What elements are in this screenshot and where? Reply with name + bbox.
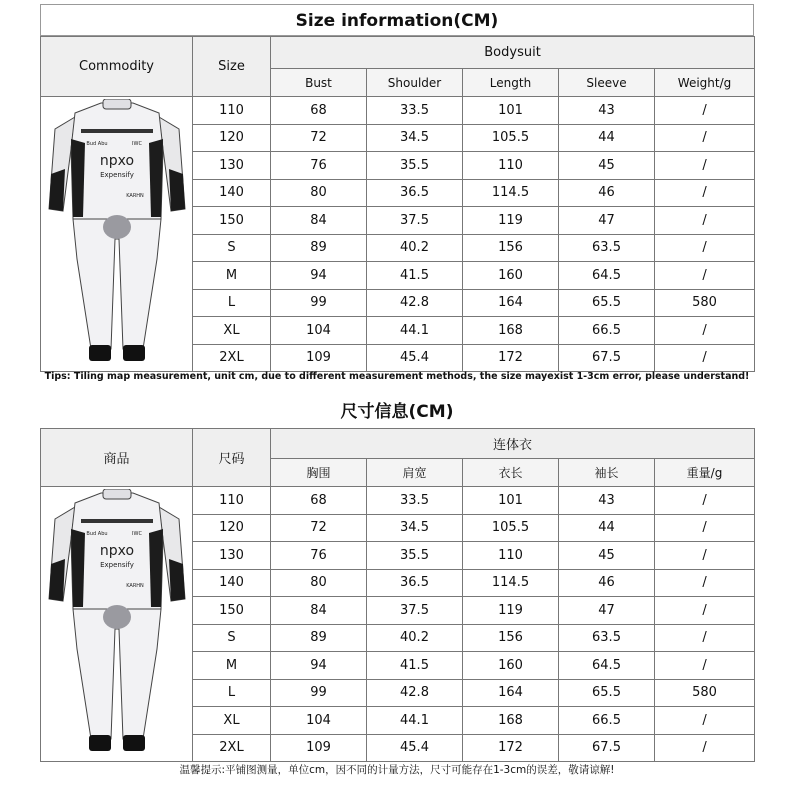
shoulder-header: Shoulder <box>367 69 463 97</box>
weight-cell: / <box>655 707 755 735</box>
shoulder-cell: 36.5 <box>367 569 463 597</box>
product-image-cell <box>41 97 193 372</box>
bust-cell: 72 <box>271 514 367 542</box>
length-cell: 164 <box>463 289 559 317</box>
shoulder-cell: 34.5 <box>367 514 463 542</box>
weight-cell: 580 <box>655 289 755 317</box>
length-cell: 168 <box>463 317 559 345</box>
size-table <box>40 428 755 762</box>
sleeve-cell: 45 <box>559 542 655 570</box>
length-cell: 114.5 <box>463 179 559 207</box>
bust-header: Bust <box>271 69 367 97</box>
table-title: Size information(CM) <box>40 4 754 36</box>
suit-hip-logo: KARHN <box>126 583 144 589</box>
shoulder-cell: 40.2 <box>367 234 463 262</box>
suit-logo: npxo <box>99 153 135 169</box>
size-cell: 140 <box>193 179 271 207</box>
shoulder-cell: 35.5 <box>367 152 463 180</box>
size-cell: 2XL <box>193 734 271 762</box>
sleeve-cell: 65.5 <box>559 679 655 707</box>
sleeve-cell: 63.5 <box>559 234 655 262</box>
size-cell: S <box>193 624 271 652</box>
length-header: 衣长 <box>463 459 559 487</box>
length-cell: 119 <box>463 597 559 625</box>
size-info-chinese <box>40 396 754 800</box>
weight-cell: / <box>655 542 755 570</box>
sleeve-cell: 67.5 <box>559 344 655 372</box>
length-cell: 156 <box>463 234 559 262</box>
length-cell: 114.5 <box>463 569 559 597</box>
weight-cell: / <box>655 734 755 762</box>
shoulder-cell: 41.5 <box>367 262 463 290</box>
bust-cell: 84 <box>271 207 367 235</box>
sleeve-cell: 47 <box>559 207 655 235</box>
weight-cell: / <box>655 597 755 625</box>
length-cell: 172 <box>463 734 559 762</box>
size-info-english <box>40 4 754 396</box>
shoulder-cell: 37.5 <box>367 597 463 625</box>
length-header: Length <box>463 69 559 97</box>
weight-cell: / <box>655 234 755 262</box>
bust-cell: 109 <box>271 344 367 372</box>
suit-right-chest: IWC <box>132 531 142 537</box>
size-cell: 120 <box>193 124 271 152</box>
bust-cell: 104 <box>271 317 367 345</box>
shoulder-cell: 45.4 <box>367 734 463 762</box>
tips-text: 温馨提示:平铺图测量，单位cm，因不同的计量方法，尺寸可能存在1-3cm的误差，敬请谅解! <box>179 764 615 776</box>
bodysuit-header: Bodysuit <box>271 37 755 69</box>
size-header: 尺码 <box>193 429 271 487</box>
length-cell: 168 <box>463 707 559 735</box>
weight-cell: / <box>655 317 755 345</box>
weight-header: 重量/g <box>655 459 755 487</box>
size-cell: 130 <box>193 152 271 180</box>
sleeve-cell: 47 <box>559 597 655 625</box>
bust-cell: 89 <box>271 624 367 652</box>
shoulder-cell: 44.1 <box>367 317 463 345</box>
shoulder-cell: 35.5 <box>367 542 463 570</box>
length-cell: 160 <box>463 652 559 680</box>
table-row <box>41 487 755 515</box>
size-cell: 150 <box>193 207 271 235</box>
sleeve-cell: 65.5 <box>559 289 655 317</box>
size-table <box>40 36 755 372</box>
weight-cell: / <box>655 207 755 235</box>
suit-left-chest: Bud Abu <box>86 141 108 147</box>
bust-cell: 99 <box>271 679 367 707</box>
shoulder-cell: 36.5 <box>367 179 463 207</box>
weight-cell: / <box>655 152 755 180</box>
shoulder-cell: 40.2 <box>367 624 463 652</box>
bust-cell: 89 <box>271 234 367 262</box>
commodity-header: Commodity <box>41 37 193 97</box>
weight-cell: / <box>655 652 755 680</box>
racing-suit-image <box>45 99 189 365</box>
suit-logo: npxo <box>99 543 135 559</box>
weight-header: Weight/g <box>655 69 755 97</box>
sleeve-header: Sleeve <box>559 69 655 97</box>
weight-cell: / <box>655 344 755 372</box>
shoulder-cell: 41.5 <box>367 652 463 680</box>
commodity-header: 商品 <box>41 429 193 487</box>
sleeve-cell: 46 <box>559 569 655 597</box>
shoulder-cell: 37.5 <box>367 207 463 235</box>
racing-suit-image <box>45 489 189 755</box>
weight-cell: / <box>655 624 755 652</box>
bust-cell: 99 <box>271 289 367 317</box>
sleeve-cell: 64.5 <box>559 652 655 680</box>
sleeve-cell: 44 <box>559 514 655 542</box>
length-cell: 101 <box>463 487 559 515</box>
sleeve-cell: 63.5 <box>559 624 655 652</box>
suit-hip-logo: KARHN <box>126 193 144 199</box>
sleeve-cell: 66.5 <box>559 707 655 735</box>
sleeve-cell: 64.5 <box>559 262 655 290</box>
table-title: 尺寸信息(CM) <box>40 396 754 428</box>
length-cell: 110 <box>463 542 559 570</box>
length-cell: 105.5 <box>463 514 559 542</box>
shoulder-cell: 33.5 <box>367 97 463 125</box>
size-cell: 130 <box>193 542 271 570</box>
weight-cell: / <box>655 514 755 542</box>
table-row <box>41 97 755 125</box>
bust-header: 胸围 <box>271 459 367 487</box>
weight-cell: 580 <box>655 679 755 707</box>
sleeve-cell: 45 <box>559 152 655 180</box>
bust-cell: 80 <box>271 569 367 597</box>
weight-cell: / <box>655 569 755 597</box>
bust-cell: 94 <box>271 652 367 680</box>
size-cell: L <box>193 679 271 707</box>
length-cell: 101 <box>463 97 559 125</box>
size-cell: 120 <box>193 514 271 542</box>
size-cell: XL <box>193 707 271 735</box>
bust-cell: 94 <box>271 262 367 290</box>
bodysuit-header: 连体衣 <box>271 429 755 459</box>
length-cell: 110 <box>463 152 559 180</box>
sleeve-cell: 43 <box>559 487 655 515</box>
sleeve-cell: 46 <box>559 179 655 207</box>
shoulder-cell: 45.4 <box>367 344 463 372</box>
bust-cell: 76 <box>271 152 367 180</box>
weight-cell: / <box>655 487 755 515</box>
size-cell: 2XL <box>193 344 271 372</box>
suit-right-chest: IWC <box>132 141 142 147</box>
bust-cell: 104 <box>271 707 367 735</box>
product-image-cell <box>41 487 193 762</box>
sleeve-cell: 66.5 <box>559 317 655 345</box>
length-cell: 164 <box>463 679 559 707</box>
shoulder-cell: 42.8 <box>367 679 463 707</box>
length-cell: 119 <box>463 207 559 235</box>
suit-brand: Expensify <box>100 561 134 569</box>
size-cell: 110 <box>193 487 271 515</box>
sleeve-cell: 43 <box>559 97 655 125</box>
weight-cell: / <box>655 97 755 125</box>
bust-cell: 76 <box>271 542 367 570</box>
bust-cell: 72 <box>271 124 367 152</box>
shoulder-cell: 44.1 <box>367 707 463 735</box>
suit-brand: Expensify <box>100 171 134 179</box>
bust-cell: 68 <box>271 487 367 515</box>
length-cell: 105.5 <box>463 124 559 152</box>
suit-left-chest: Bud Abu <box>86 531 108 537</box>
weight-cell: / <box>655 262 755 290</box>
size-cell: L <box>193 289 271 317</box>
weight-cell: / <box>655 179 755 207</box>
tips-text: Tips: Tiling map measurement, unit cm, due to different measurement methods, the size mayexist 1-3cm error, please understand! <box>44 371 750 382</box>
size-cell: 110 <box>193 97 271 125</box>
shoulder-cell: 34.5 <box>367 124 463 152</box>
size-cell: M <box>193 262 271 290</box>
size-header: Size <box>193 37 271 97</box>
length-cell: 160 <box>463 262 559 290</box>
sleeve-header: 袖长 <box>559 459 655 487</box>
sleeve-cell: 44 <box>559 124 655 152</box>
bust-cell: 84 <box>271 597 367 625</box>
length-cell: 156 <box>463 624 559 652</box>
weight-cell: / <box>655 124 755 152</box>
size-cell: 150 <box>193 597 271 625</box>
size-cell: 140 <box>193 569 271 597</box>
size-cell: XL <box>193 317 271 345</box>
bust-cell: 109 <box>271 734 367 762</box>
size-cell: M <box>193 652 271 680</box>
sleeve-cell: 67.5 <box>559 734 655 762</box>
shoulder-cell: 42.8 <box>367 289 463 317</box>
size-cell: S <box>193 234 271 262</box>
length-cell: 172 <box>463 344 559 372</box>
shoulder-cell: 33.5 <box>367 487 463 515</box>
shoulder-header: 肩宽 <box>367 459 463 487</box>
bust-cell: 68 <box>271 97 367 125</box>
bust-cell: 80 <box>271 179 367 207</box>
